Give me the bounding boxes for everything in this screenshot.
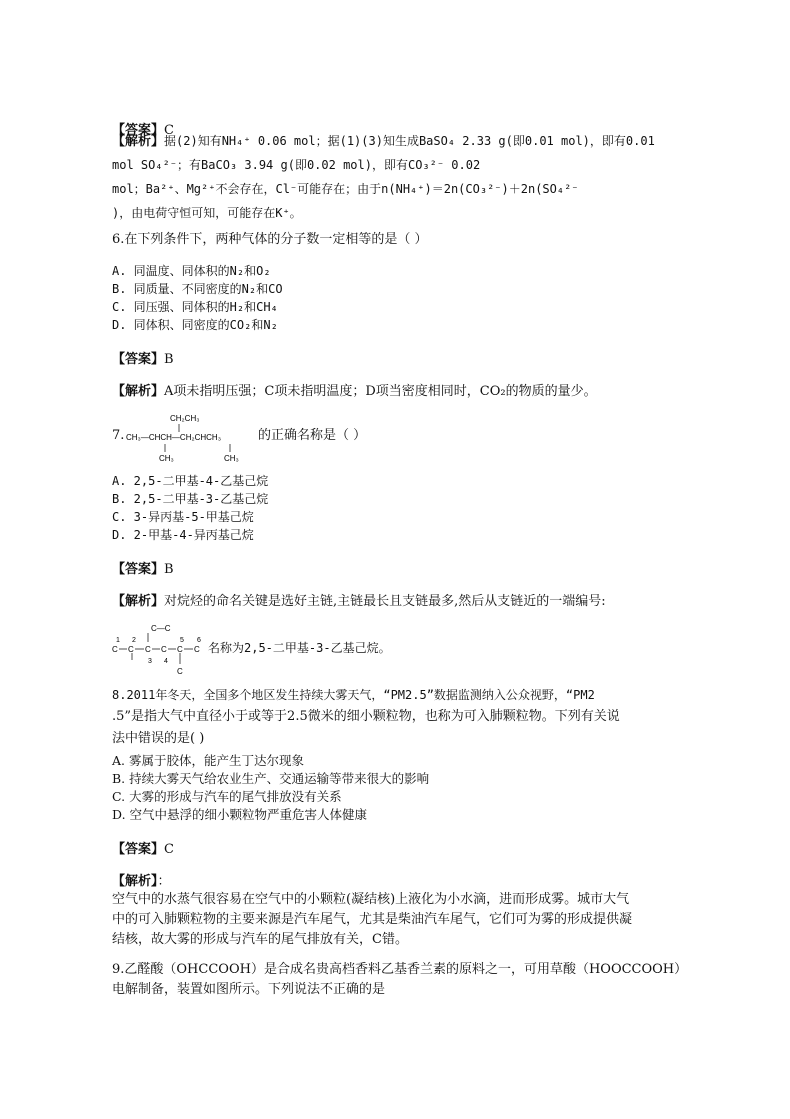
analysis-line: mol；Ba²⁺、Mg²⁺不会存在，Cl⁻可能存在；由于n(NH₄⁺)＝2n(CO₃²⁻)＋2n(SO₄²⁻	[112, 182, 579, 196]
option-b: B. 同质量、不同密度的N₂和CO	[112, 282, 283, 296]
option-b: B. 持续大雾天气给农业生产、交通运输等带来很大的影响	[112, 771, 430, 786]
carbon-skeleton-diagram	[112, 620, 208, 678]
analysis-colon: ：	[157, 874, 171, 889]
analysis-label: 【解析】	[112, 134, 165, 149]
analysis-line: )，由电荷守恒可知，可能存在K⁺。	[112, 206, 302, 220]
q7-answer	[112, 560, 672, 580]
stem-line: .5”是指大气中直径小于或等于2.5微米的细小颗粒物，也称为可入肺颗粒物。下列有关说	[112, 709, 620, 724]
structural-formula	[126, 410, 258, 466]
q7-skeleton	[112, 620, 672, 678]
option-a: A. 雾属于胶体，能产生丁达尔现象	[112, 753, 304, 768]
skeleton-number: 2	[132, 637, 136, 644]
q8-stem	[112, 685, 672, 749]
answer-value: C	[164, 123, 174, 138]
q7-options	[112, 472, 672, 544]
answer-value: B	[164, 562, 174, 577]
q7-stem	[112, 410, 672, 466]
option-c: C. 大雾的形成与汽车的尾气排放没有关系	[112, 789, 342, 804]
option-b: B. 2,5-二甲基-3-乙基己烷	[112, 492, 269, 506]
q8-answer	[112, 840, 672, 860]
option-d: D. 2-甲基-4-异丙基己烷	[112, 528, 254, 542]
analysis-heading	[112, 874, 672, 890]
question-text: 的正确名称是（ ）	[258, 428, 367, 443]
option-a: A. 同温度、同体积的N₂和O₂	[112, 264, 271, 278]
skeleton-atom: C	[112, 645, 118, 654]
answer-label: 【答案】	[112, 562, 165, 577]
formula-bottom-left: CH₃	[159, 454, 174, 463]
formula-top-branch: CH₂CH₃	[170, 414, 200, 423]
q6-analysis	[112, 382, 672, 402]
option-d: D. 空气中悬浮的细小颗粒物严重危害人体健康	[112, 807, 368, 822]
analysis-label: 【解析】	[112, 874, 158, 889]
q8-analysis	[112, 874, 672, 950]
stem-line: 法中错误的是( )	[112, 731, 205, 746]
skeleton-number: 4	[164, 658, 168, 665]
analysis-text: A项未指明压强；C项未指明温度；D项当密度相同时，CO₂的物质的量少。	[164, 384, 597, 399]
formula-main-chain: CH₃—CHCH—CH₂CHCH₃	[126, 433, 221, 442]
skeleton-atom: C	[177, 645, 183, 654]
skeleton-branch-top: C—C	[151, 624, 171, 633]
q7-analysis	[112, 592, 672, 612]
q6-options	[112, 262, 672, 334]
q5-analysis	[112, 131, 672, 223]
analysis-label: 【解析】	[112, 594, 165, 609]
stem-line: 8.2011年冬天，全国多个地区发生持续大雾天气，“PM2.5”数据监测纳入公众视野，“PM2	[112, 688, 595, 702]
question-number: 7.	[112, 428, 125, 443]
option-c: C. 同压强、同体积的H₂和CH₄	[112, 300, 278, 314]
option-a: A. 2,5-二甲基-4-乙基己烷	[112, 474, 269, 488]
option-d: D. 同体积、同密度的CO₂和N₂	[112, 318, 278, 332]
formula-bottom-right: CH₃	[224, 454, 239, 463]
skeleton-number: 1	[116, 637, 120, 644]
skeleton-atom: C	[145, 645, 151, 654]
stem-line: 9.乙醛酸（OHCCOOH）是合成名贵高档香料乙基香兰素的原料之一，可用草酸（HOOCCOOH）	[112, 962, 688, 977]
q6-stem: 6.在下列条件下，两种气体的分子数一定相等的是（ ）	[112, 232, 428, 247]
q9-stem	[112, 960, 688, 1000]
skeleton-number: 5	[180, 637, 184, 644]
skeleton-atom: C	[194, 645, 200, 654]
stem-line: 电解制备，装置如图所示。下列说法不正确的是	[112, 982, 386, 997]
answer-value: B	[164, 352, 174, 367]
skeleton-atom: C	[128, 645, 134, 654]
skeleton-atom: C	[161, 645, 167, 654]
analysis-line: mol SO₄²⁻；有BaCO₃ 3.94 g(即0.02 mol)，即有CO₃²⁻ 0.02	[112, 158, 481, 172]
option-c: C. 3-异丙基-5-甲基己烷	[112, 510, 254, 524]
answer-label: 【答案】	[112, 123, 165, 138]
skeleton-number: 6	[197, 637, 201, 644]
skeleton-number: 3	[148, 658, 152, 665]
answer-value: C	[164, 842, 174, 857]
skeleton-branch-bottom: C	[177, 667, 183, 676]
answer-label: 【答案】	[112, 842, 165, 857]
analysis-line: 空气中的水蒸气很容易在空气中的小颗粒(凝结核)上液化为小水滴，进而形成雾。城市大气	[112, 892, 630, 907]
answer-label: 【答案】	[112, 352, 165, 367]
analysis-label: 【解析】	[112, 384, 165, 399]
q6-answer	[112, 350, 672, 370]
analysis-line: 中的可入肺颗粒物的主要来源是汽车尾气，尤其是柴油汽车尾气，它们可为雾的形成提供凝	[112, 912, 633, 927]
q8-options	[112, 752, 672, 824]
analysis-text: 对烷烃的命名关键是选好主链,主链最长且支链最多,然后从支链近的一端编号:	[164, 594, 606, 609]
analysis-text: 据(2)知有NH₄⁺ 0.06 mol；据(1)(3)知生成BaSO₄ 2.33 g(即0.01 mol)，即有0.01	[164, 134, 655, 148]
analysis-conclusion: 名称为2,5-二甲基-3-乙基己烷。	[208, 641, 391, 655]
analysis-line	[112, 131, 672, 151]
analysis-line: 结核，故大雾的形成与汽车的尾气排放有关，C错。	[112, 932, 408, 947]
